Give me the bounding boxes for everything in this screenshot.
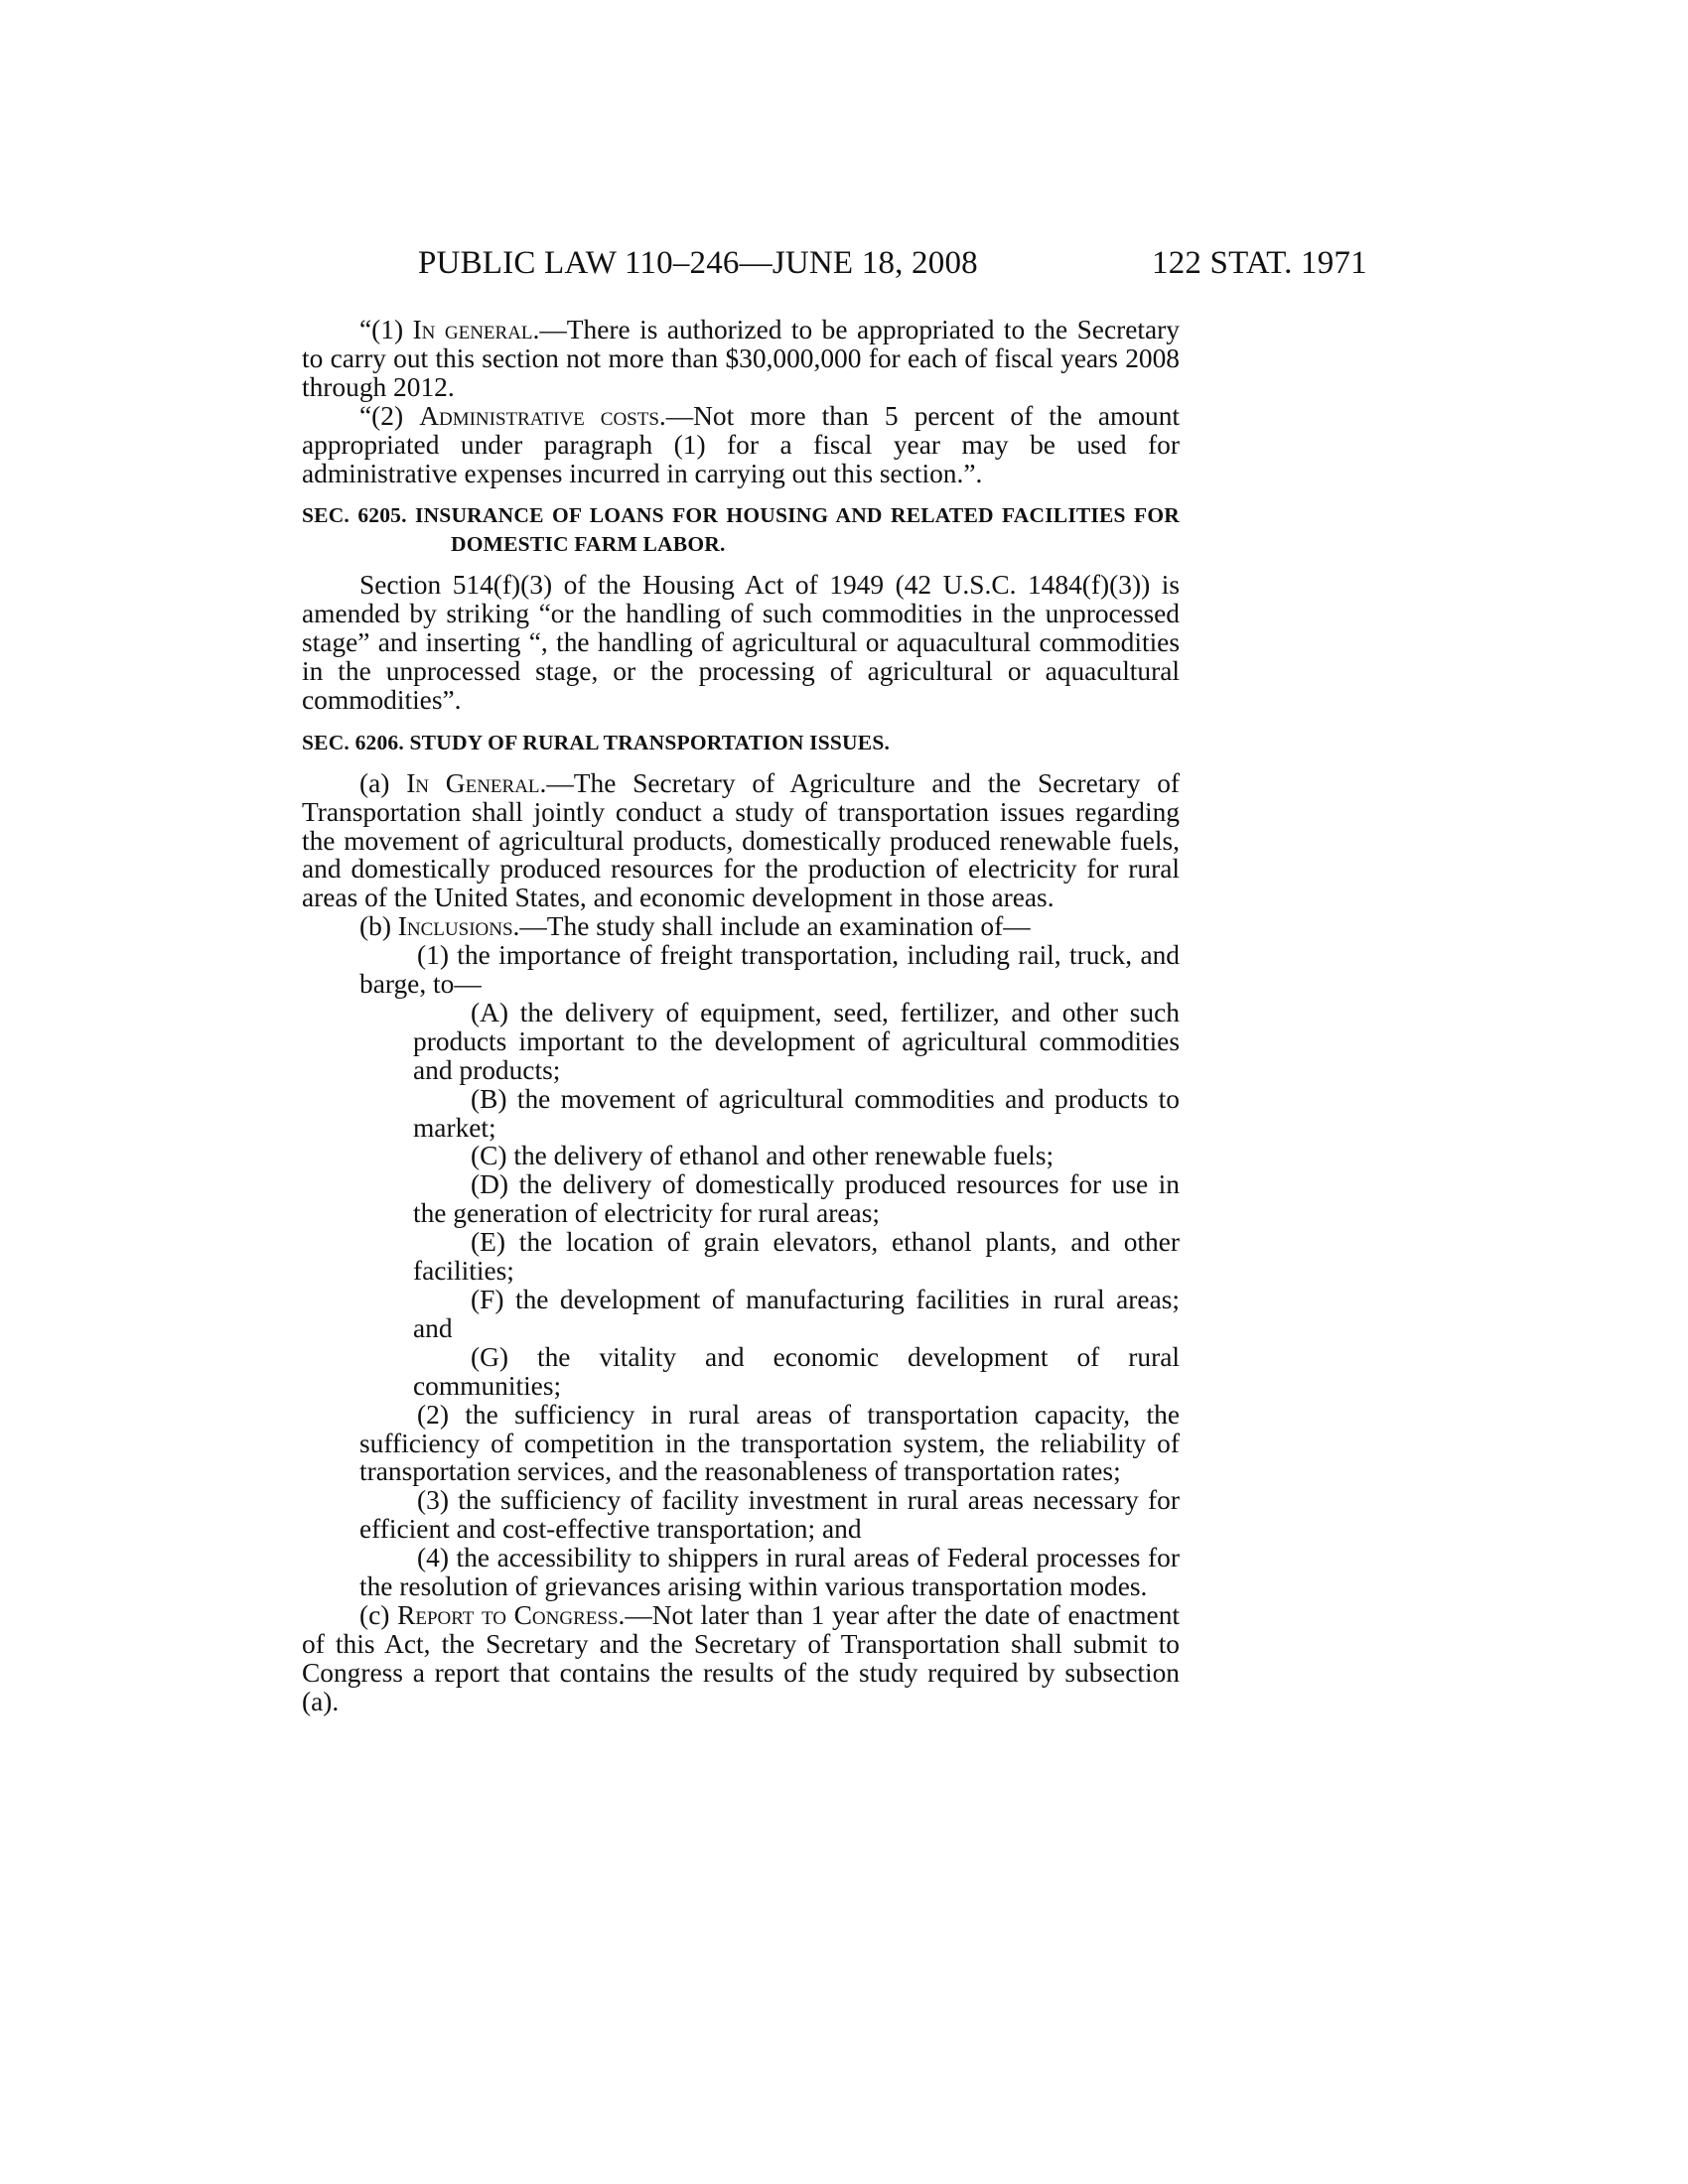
subsection-b [302, 912, 1180, 941]
subsection-number: (b) [359, 911, 398, 942]
item-b2: (2) the sufficiency in rural areas of transportation capacity, the sufficiency of competition in the transportation system, the reliability of transportation services, and the reasonableness of transportation rates; [359, 1399, 1180, 1487]
paragraph-1 [302, 316, 1180, 402]
item-bC: (C) the delivery of ethanol and other renewable fuels; [471, 1141, 1055, 1171]
paragraph-number: “(2) [359, 400, 420, 431]
subsection-number: (c) [359, 1599, 398, 1630]
section-6205-heading: SEC. 6205. INSURANCE OF LOANS FOR HOUSING AND RELATED FACILITIES FOR DOMESTIC FARM LABOR. [302, 503, 1180, 557]
statute-page-number: 122 STAT. 1971 [1152, 245, 1367, 281]
subsection-text: .—The study shall include an examination of— [512, 911, 1031, 942]
paragraph-heading: Administrative costs [419, 400, 659, 431]
subsection-text: .—The Secretary of Agriculture and the Secretary of Transportation shall jointly conduct a study of transportation issues regarding the movement of agricultural products, domestically produced renewable fuels, and domestically produced resources for the production of electricity for rural areas of the United States, and economic development in those areas. [302, 767, 1181, 913]
subsection-text: .—Not later than 1 year after the date of enactment of this Act, the Secretary and the Secretary of Transportation shall submit to Congress a report that contains the results of the study required by subsection (a). [302, 1599, 1180, 1716]
subsection-number: (a) [359, 767, 407, 798]
item-bF: (F) the development of manufacturing facilities in rural areas; and [413, 1285, 1180, 1343]
item-b3: (3) the sufficiency of facility investment in rural areas necessary for efficient and cost-effective transportation; and [359, 1485, 1180, 1545]
section-6205-text: Section 514(f)(3) of the Housing Act of 1949 (42 U.S.C. 1484(f)(3)) is amended by striking “or the handling of such commodities in the unprocessed stage” and inserting “, the handling of agricultural or aquacultural commodities in the unprocessed stage, or the processing of agricultural or aquacultural commodities”. [302, 570, 1180, 715]
subsection-a [302, 769, 1180, 913]
paragraph-number: “(1) [359, 315, 413, 344]
paragraph-text: .—Not more than 5 percent of the amount appropriated under paragraph (1) for a fiscal year may be used for administrative expenses incurred in carrying out this section.”. [302, 400, 1180, 488]
subsection-c [302, 1601, 1180, 1716]
subsection-heading: Report to Congress [397, 1599, 619, 1630]
item-bE: (E) the location of grain elevators, ethanol plants, and other facilities; [413, 1227, 1180, 1287]
paragraph-2 [302, 402, 1180, 488]
paragraph-heading: In general [412, 315, 533, 344]
running-head: PUBLIC LAW 110–246—JUNE 18, 2008 [418, 245, 978, 281]
item-bA: (A) the delivery of equipment, seed, fertilizer, and other such products important to the development of agricultural commodities and products; [413, 997, 1180, 1085]
subsection-heading: In General [406, 767, 540, 798]
item-bG: (G) the vitality and economic development of rural communities; [413, 1341, 1180, 1401]
page-body [302, 316, 1180, 1716]
paragraph-text: .—There is authorized to be appropriated to the Secretary to carry out this section not more than $30,000,000 for each of fiscal years 2008 through 2012. [302, 315, 1180, 402]
item-bB: (B) the movement of agricultural commodities and products to market; [413, 1083, 1180, 1143]
subsection-heading: Inclusions [397, 911, 513, 942]
section-6206-heading: SEC. 6206. STUDY OF RURAL TRANSPORTATION ISSUES. [302, 730, 891, 754]
item-b4: (4) the accessibility to shippers in rural areas of Federal processes for the resolution of grievances arising within various transportation modes. [359, 1543, 1180, 1602]
item-b1: (1) the importance of freight transportation, including rail, truck, and barge, to— [359, 940, 1180, 1000]
item-bD: (D) the delivery of domestically produced resources for use in the generation of electricity for rural areas; [413, 1169, 1180, 1229]
